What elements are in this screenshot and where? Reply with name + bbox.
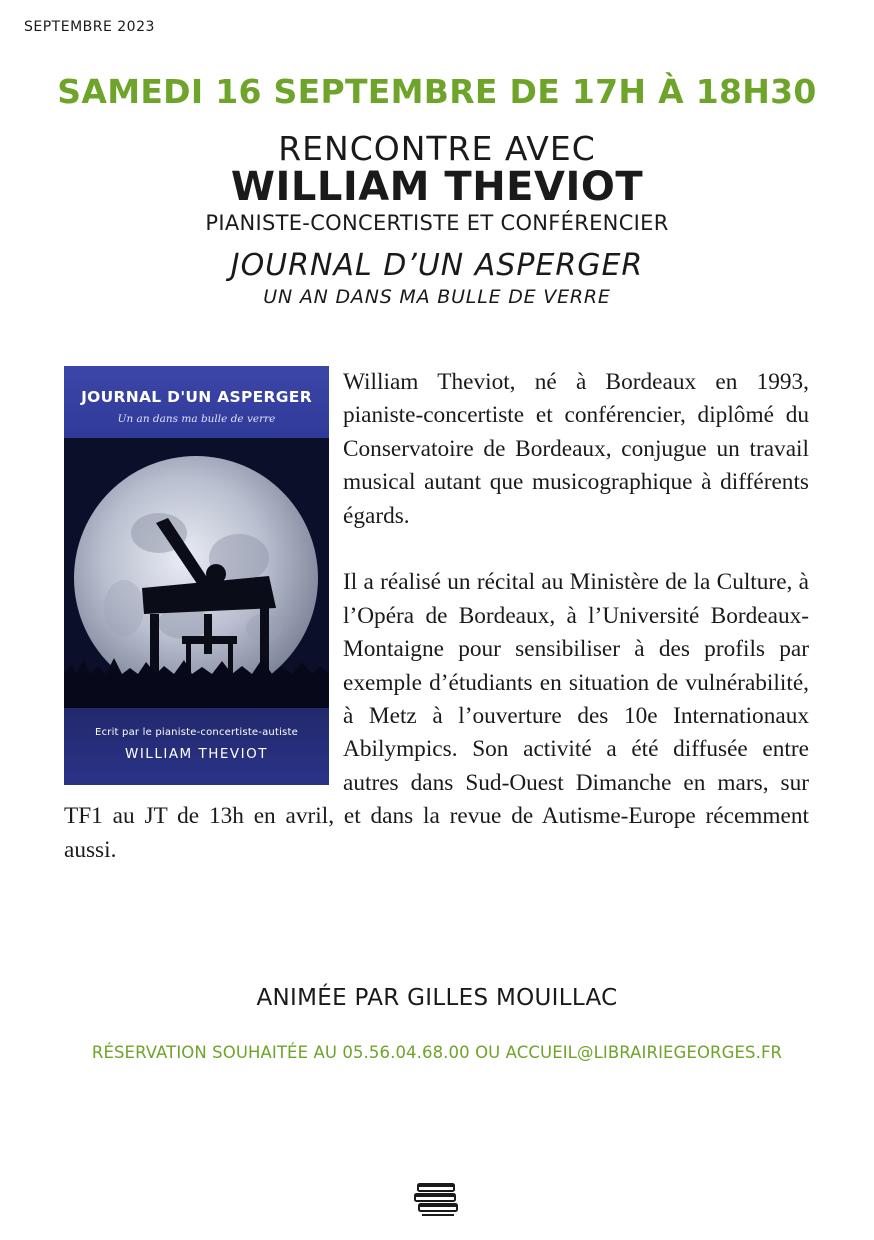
cover-float-spacer [64, 366, 343, 785]
cover-subtitle: Un an dans ma bulle de verre [117, 413, 276, 425]
cover-author: WILLIAM THEVIOT [124, 746, 269, 762]
books-stack-icon [412, 1180, 462, 1220]
author-name: WILLIAM THEVIOT [230, 164, 644, 210]
bio-paragraph-2: Il a réalisé un récital au Ministère de la Culture, à l’Opéra de Bordeaux, à l’Université Bordeaux-Montaigne pour sensibiliser à des profils par exemple d’étudiants en situation de vulnérabilité, à Metz à l’ouverture des 10e Internationaux Abilympics. Son activité a été diffusée entre autres dans Sud-Ouest Dimanche en mars, sur TF1 au JT de 13h en avril, et dans la revue de Autisme-Europe récemment aussi. [64, 569, 809, 863]
host-line: ANIMÉE PAR GILLES MOUILLAC [256, 985, 618, 1011]
bio-paragraph-1: William Theviot, né à Bordeaux en 1993, pianiste-concertiste et conférencier, diplômé du Conservatoire de Bordeaux, conjugue un travail musical autant que musicographique à différents égards. [343, 369, 809, 529]
author-role: PIANISTE-CONCERTISTE ET CONFÉRENCIER [205, 211, 669, 235]
cover-byline: Ecrit par le pianiste-concertiste-autiste [95, 727, 298, 738]
author-biography [64, 366, 809, 867]
cover-title: JOURNAL D'UN ASPERGER [81, 388, 312, 406]
reservation-line: RÉSERVATION SOUHAITÉE AU 05.56.04.68.00 OU ACCUEIL@LIBRAIRIEGEORGES.FR [91, 1043, 783, 1062]
book-subtitle: UN AN DANS MA BULLE DE VERRE [263, 286, 611, 308]
issue-month: SEPTEMBRE 2023 [24, 19, 155, 35]
book-title: JOURNAL D’UN ASPERGER [230, 248, 644, 283]
event-intro: RENCONTRE AVEC [278, 129, 596, 168]
event-date-time: SAMEDI 16 SEPTEMBRE DE 17H À 18H30 [57, 72, 817, 111]
